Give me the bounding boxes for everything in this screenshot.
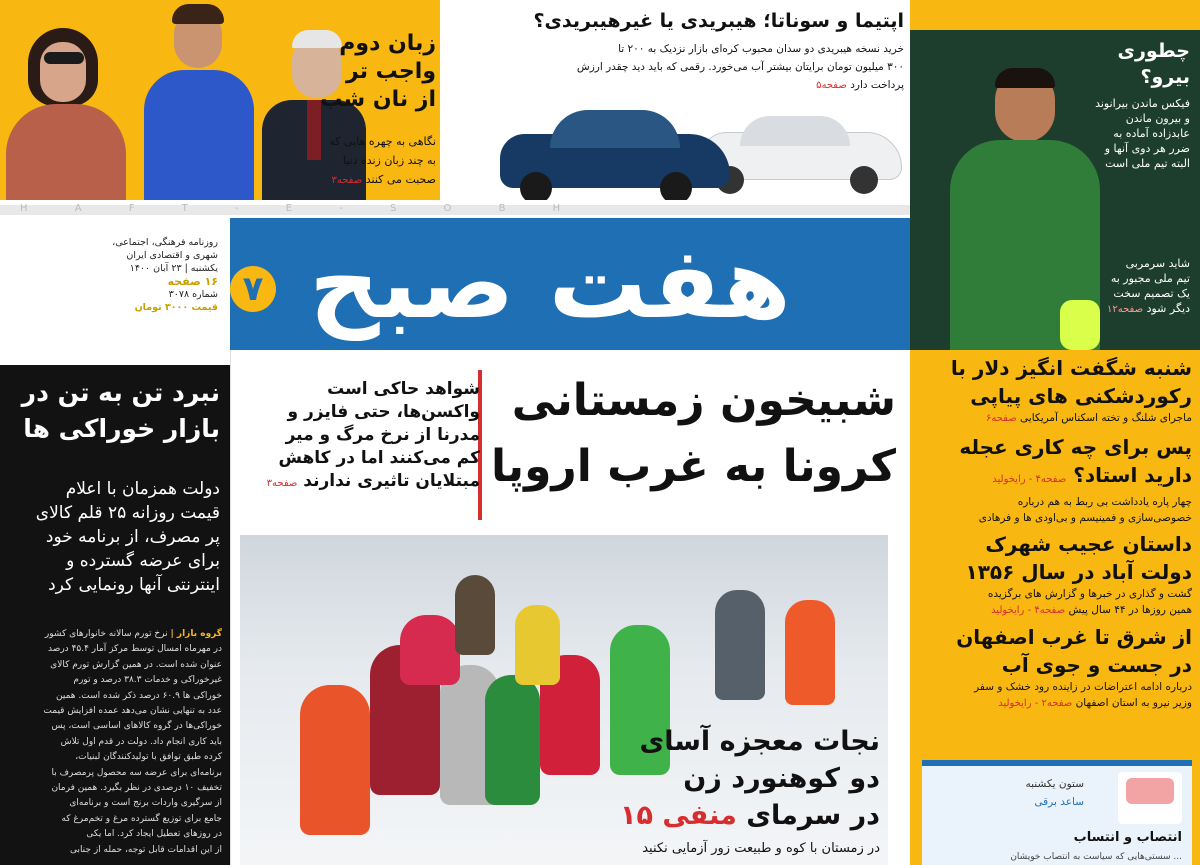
language-body [286, 132, 436, 190]
market-body-line: جامع برای توزیع گسترده مرغ و تخم‌مرغ که [61, 813, 222, 824]
language-body-line: به چند زبان زنده دنیا [342, 154, 436, 167]
masthead-info-line: شهری و اقتصادی ایران [126, 250, 218, 261]
masthead-logo: هفت صبح [309, 227, 791, 341]
goalie-bottom-line: شاید سرمربی [1125, 257, 1190, 270]
story2-headline [920, 433, 1192, 494]
story4-headline-line: در جست و جوی آب [1001, 653, 1192, 677]
column-text: ... سستی‌هایی که سیاست به انتصاب خویشان [1010, 852, 1182, 862]
story1-headline-line: رکوردشکنی های پیاپی [970, 384, 1192, 408]
market-sub-line: دولت همزمان با اعلام [65, 479, 220, 499]
market-body-line: از سرگیری واردات برنج است و برنامه‌ای [69, 798, 222, 809]
goalie-headline-line: بیرو؟ [1140, 66, 1190, 88]
goalie-body-line: عابدزاده آماده به [1113, 127, 1190, 140]
goalie-bottom-line: تیم ملی مجبور به [1110, 272, 1190, 285]
market-body-line: غیرخوراکی و خدمات ۳۸.۳ درصد و تورم [73, 675, 222, 686]
climber-figure [455, 575, 495, 655]
goalie-body-line: فیکس ماندن بیرانوند [1095, 97, 1190, 110]
story3-body-line: گشت و گذاری در خبرها و گزارش های برگزیده [987, 588, 1192, 600]
story1-headline [920, 354, 1192, 410]
market-body-line: کرده طبق توافق با تولیدکنندگان لبنیات، [75, 752, 222, 763]
market-body-line: در روزهای تعطیل ایجاد کرد. اما یکی [86, 829, 222, 840]
language-headline-line: زبان دوم [339, 31, 436, 56]
column-author: ساعد برقی [1034, 796, 1084, 808]
cars-headline: اپتیما و سوناتا؛ هیبریدی یا غیرهیبریدی؟ [533, 10, 904, 32]
main-side-line: واکسن‌ها، حتی فایزر و [287, 402, 480, 422]
market-headline-line: بازار خوراکی ها [23, 414, 220, 443]
climber-figure [400, 615, 460, 685]
photo-headline-highlight: منفی ۱۵ [619, 800, 737, 831]
story3-body-line: همین روزها در ۴۴ سال پیش [1068, 604, 1192, 616]
masthead-pages: ۱۶ صفحه [167, 275, 218, 288]
market-label: گروه بازار | [170, 629, 222, 639]
market-body-line: در مهرماه امسال توسط مرکز آمار ۴۵.۴ درصد [47, 644, 222, 655]
masthead-issue: شماره ۳۰۷۸ [168, 289, 218, 300]
market-headline-line: نبرد تن به تن در [21, 378, 220, 407]
language-feature [0, 0, 440, 200]
right-stories [920, 352, 1192, 712]
goalie-body-line: ضرر هر دوی آنها و [1104, 142, 1190, 155]
main-side-line: مدرنا از نرخ مرگ و میر [285, 425, 480, 445]
story1-body: ماجرای شلنگ و تخته اسکناس آمریکایی [1020, 412, 1192, 424]
language-headline-line: واجب تر [346, 59, 436, 84]
language-body-line: نگاهی به چهره هایی که [329, 135, 436, 148]
masthead-info-text [18, 236, 218, 314]
masthead-info-line: روزنامه فرهنگی، اجتماعی، [112, 237, 218, 248]
goalie-bottom [1107, 256, 1190, 317]
page-ref: صفحه۱۲ [1106, 304, 1144, 315]
photo-headline [619, 723, 880, 834]
masthead-price: قیمت ۳۰۰۰ تومان [134, 302, 218, 313]
story2-body-line: چهار پاره یادداشت بی ربط به هم درباره [1017, 496, 1192, 508]
cars-feature [440, 0, 910, 200]
story4-body-line: درباره ادامه اعتراضات در زاینده رود خشک و سفر [974, 681, 1192, 693]
climber-figure [300, 685, 370, 835]
columnist-avatar [1118, 772, 1182, 824]
footballer-photo [138, 0, 258, 200]
main-side-line: مبتلایان تاثیری ندارند [303, 471, 480, 491]
main-side-line: شواهد حاکی است [327, 379, 480, 399]
market-sub-line: پر مصرف، از برنامه خود [45, 527, 220, 547]
climber-figure [485, 675, 540, 805]
main-side-text [256, 378, 480, 495]
page-ref: صفحه۳ [331, 175, 363, 186]
language-headline [316, 30, 436, 114]
market-body-line: باید کاری انجام داد. دولت در قدم اول تلاش [60, 736, 222, 747]
main-headline-line: شبیخون زمستانی [511, 375, 896, 426]
story1-headline-line: شنبه شگفت انگیز دلار با [950, 356, 1192, 380]
goalie-body-line: و بیرون ماندن [1125, 112, 1190, 125]
cars-body [444, 40, 904, 95]
market-body-line: خوراکی‌ها در گروه کالاهای اساسی است، پس [51, 721, 222, 732]
story3-headline [920, 530, 1192, 586]
masthead-info-line: یکشنبه | ۲۳ آبان ۱۴۰۰ [129, 263, 218, 274]
story2-headline-line: دارید استاد؟ [1073, 463, 1192, 487]
page-ref: صفحه۶ [985, 413, 1017, 424]
brand-strip-text: H A F T - E - S O B H [20, 203, 583, 214]
main-headline-line: کرونا به غرب اروپا [491, 441, 896, 492]
main-side-line: کم می‌کنند اما در کاهش [278, 448, 480, 468]
mountaineers-photo [240, 535, 888, 865]
market-sub-line: اینترنتی آنها رونمایی کرد [48, 575, 220, 595]
goalie-bottom-line: یک تصمیم سخت [1113, 287, 1190, 300]
market-sub [8, 477, 220, 597]
market-headline [8, 375, 220, 447]
page-ref: صفحه۵ [816, 80, 847, 91]
cars-body-line: خرید نسخه هیبریدی دو سدان محبوب کره‌ای بازار نزدیک به ۲۰۰ تا [618, 43, 904, 55]
climber-figure [715, 590, 765, 700]
market-body-line: از این اقدامات قابل توجه، حمله از جنابی [69, 844, 222, 855]
story4-body-line: وزیر نیرو به استان اصفهان [1075, 697, 1192, 709]
market-sub-line: قیمت روزانه ۲۵ قلم کالای [35, 503, 220, 523]
story4-headline-line: از شرق تا غرب اصفهان [956, 625, 1192, 649]
main-story [230, 350, 910, 535]
goalie-headline-line: چطوری [1117, 40, 1190, 62]
market-body-line: خوراکی ها ۶۰.۹ درصد ذکر شده است. همین [56, 690, 222, 701]
market-body-line: برنامه‌ای برای عرضه سه محصول پرمصرف با [51, 767, 222, 778]
climber-figure [785, 600, 835, 705]
column-title: ستون یکشنبه [1025, 778, 1084, 790]
language-body-line: صحبت می کنند [365, 173, 436, 186]
goalie-figure [950, 70, 1100, 350]
goalie-body-line: البته تیم ملی است [1105, 157, 1190, 170]
main-headline [476, 368, 896, 500]
market-body [6, 627, 222, 858]
page-ref: صفحه۳ [266, 478, 298, 489]
photo-headline-line: دو کوهنورد زن [683, 763, 880, 794]
cars-body-line: پرداخت دارد [850, 79, 904, 91]
blue-car-image [490, 100, 740, 200]
page-ref: صفحه۴ - رایخولید [992, 474, 1067, 485]
story2-body-line: خصوصی‌سازی و فمینیسم و بی‌اودی ها و فرهادی [978, 512, 1192, 524]
brand-strip [0, 200, 940, 218]
goalie-body [1095, 96, 1190, 171]
woman-photo [0, 8, 135, 200]
goalie-feature [910, 30, 1200, 350]
column-bottom-title: انتصاب و انتساب [1073, 830, 1182, 845]
climber-figure [515, 605, 560, 685]
photo-headline-line: در سرمای [746, 800, 880, 831]
story3-headline-line: دولت آباد در سال ۱۳۵۶ [965, 560, 1192, 584]
language-headline-line: از نان شب [320, 87, 436, 112]
story3-headline-line: داستان عجیب شهرک [985, 532, 1192, 556]
market-body-line: عدد به تنهایی نشان می‌دهد عمده افزایش قیمت [43, 706, 222, 717]
page-ref: صفحه۲ - رایخولید [998, 698, 1073, 709]
market-column [0, 365, 230, 865]
column-box [922, 760, 1192, 865]
masthead-info [0, 218, 230, 350]
market-body-line: نرخ تورم سالانه خانوارهای کشور [44, 629, 168, 639]
photo-caption: در زمستان با کوه و طبیعت زور آزمایی نکنید [642, 841, 880, 856]
story2-headline-line: پس برای چه کاری عجله [959, 435, 1192, 459]
photo-headline-line: نجات معجزه آسای [639, 726, 880, 757]
goalie-headline [1118, 38, 1190, 90]
market-body-line: عنوان شده است. در همین گزارش تورم کالای [50, 659, 222, 670]
market-body-line: تخفیف ۱۰ درصدی در نظر بگیرد. همین فرمان [51, 783, 222, 794]
story4-headline [920, 623, 1192, 679]
logo-seven-mark: ٧ [230, 266, 276, 312]
goalie-bottom-line: دیگر شود [1146, 302, 1190, 315]
market-sub-line: برای عرضه گسترده و [66, 551, 220, 571]
page-ref: صفحه۴ - رایخولید [991, 605, 1066, 616]
cars-body-line: ۳۰۰ میلیون تومان برایتان بیشتر آب می‌خورد. رقمی که باید دید چقدر ارزش [576, 61, 904, 73]
